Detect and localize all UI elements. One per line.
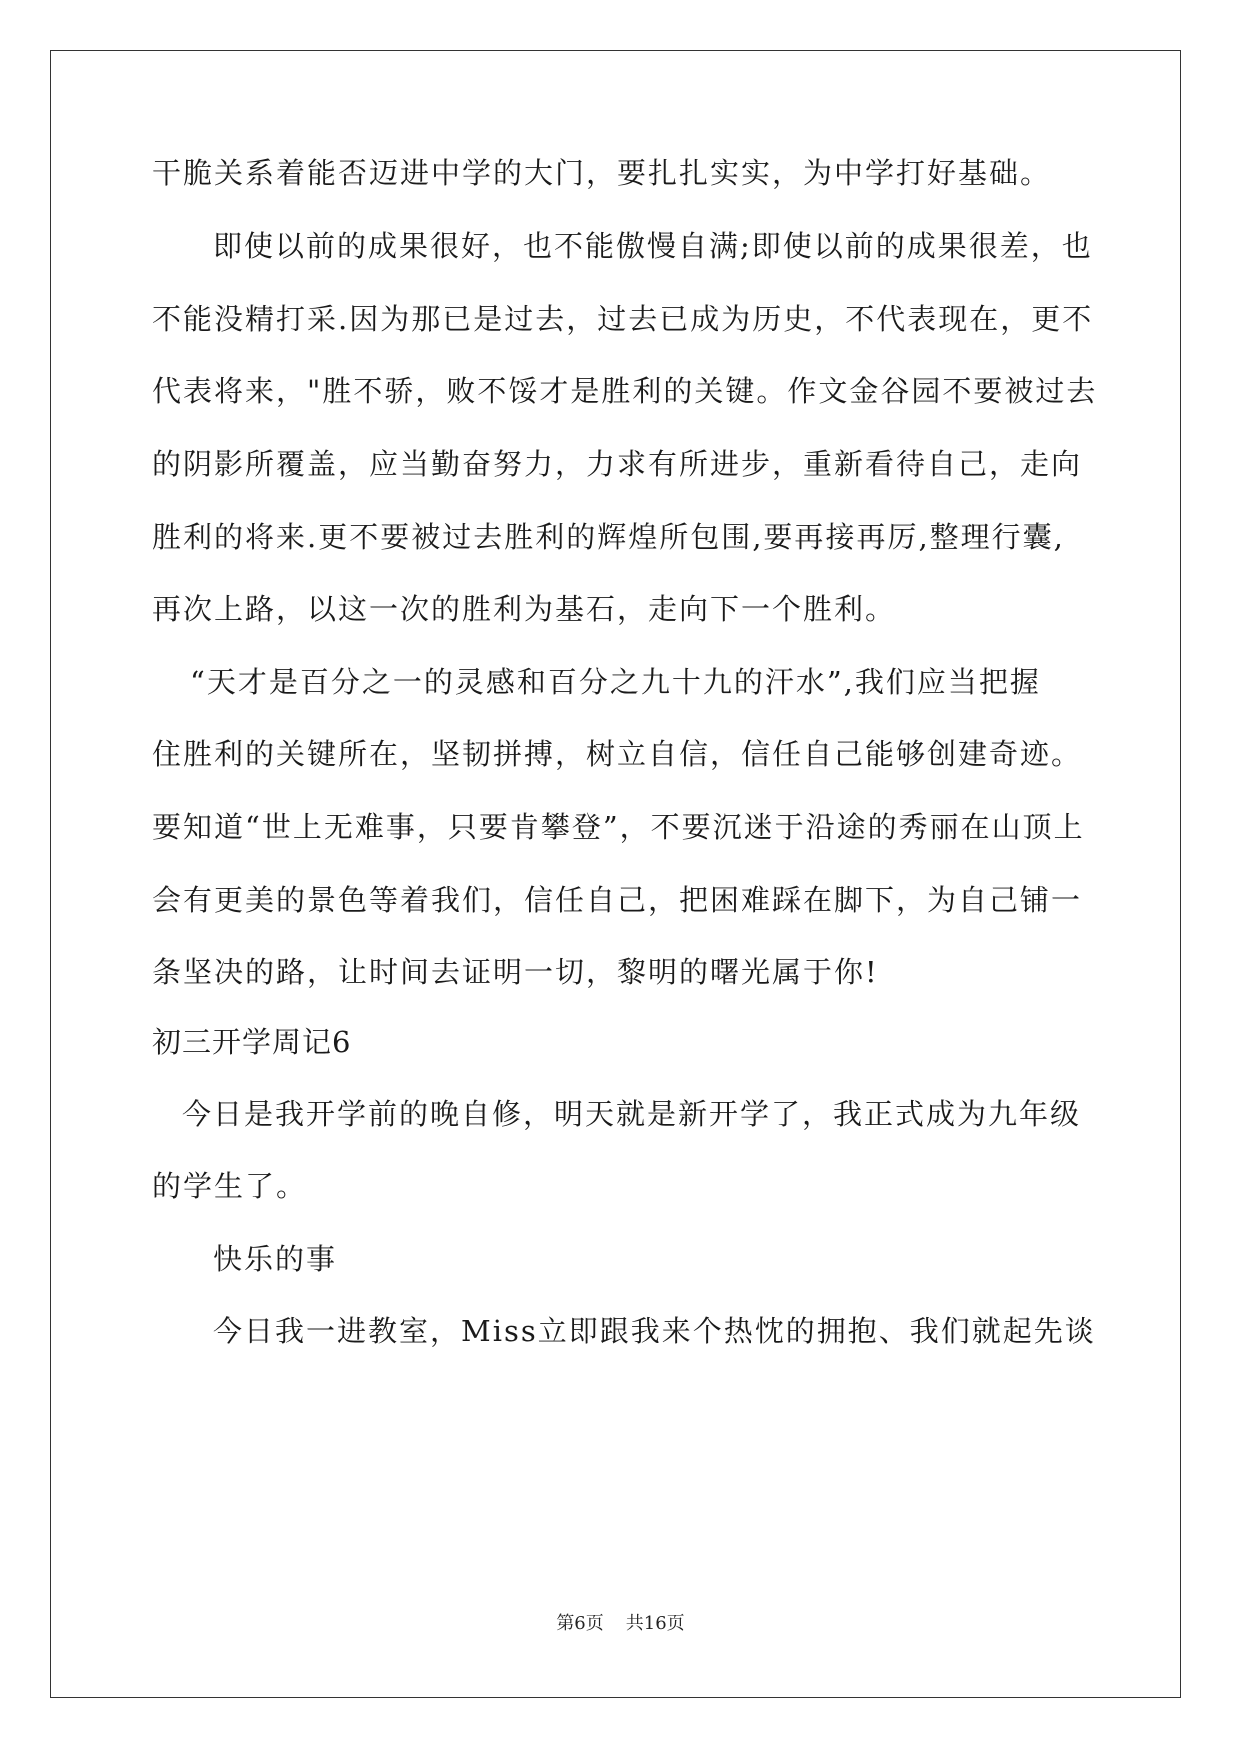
body-line: 再次上路，以这一次的胜利为基石，走向下一个胜利。 xyxy=(152,592,897,626)
page-total: 共16页 xyxy=(625,1613,685,1634)
section-heading: 初三开学周记6 xyxy=(152,1025,352,1059)
body-line-1: 干脆关系着能否迈进中学的大门，要扎扎实实，为中学打好基础。 xyxy=(152,156,1052,190)
paragraph-line: 即使以前的成果很好，也不能傲慢自满;即使以前的成果很差，也 xyxy=(213,229,1093,263)
body-line: 不能没精打采.因为那已是过去，过去已成为历史，不代表现在，更不 xyxy=(152,302,1094,336)
body-line: 胜利的将来.更不要被过去胜利的辉煌所包围,要再接再厉,整理行囊, xyxy=(152,520,1065,554)
paragraph-line: “天才是百分之一的灵感和百分之九十九的汗水”,我们应当把握 xyxy=(190,665,1041,699)
body-line: 代表将来，"胜不骄，败不馁才是胜利的关键。作文金谷园不要被过去 xyxy=(152,374,1098,408)
page-footer xyxy=(0,1612,1241,1636)
body-line: 要知道“世上无难事，只要肯攀登”，不要沉迷于沿途的秀丽在山顶上 xyxy=(152,810,1085,844)
body-line: 的阴影所覆盖，应当勤奋努力，力求有所进步，重新看待自己，走向 xyxy=(152,447,1083,481)
body-line: 的学生了。 xyxy=(152,1169,308,1203)
body-line: 条坚决的路，让时间去证明一切，黎明的曙光属于你! xyxy=(152,955,879,989)
body-line: 会有更美的景色等着我们，信任自己，把困难踩在脚下，为自己铺一 xyxy=(152,883,1083,917)
body-line: 住胜利的关键所在，坚韧拼搏，树立自信，信任自己能够创建奇迹。 xyxy=(152,737,1083,771)
page-number: 第6页 xyxy=(556,1613,604,1634)
page-frame xyxy=(50,50,1181,1698)
paragraph-line: 今日是我开学前的晚自修，明天就是新开学了，我正式成为九年级 xyxy=(182,1097,1082,1131)
paragraph-line: 今日我一进教室，Miss立即跟我来个热忱的拥抱、我们就起先谈 xyxy=(213,1314,1096,1348)
subheading: 快乐的事 xyxy=(213,1242,338,1276)
